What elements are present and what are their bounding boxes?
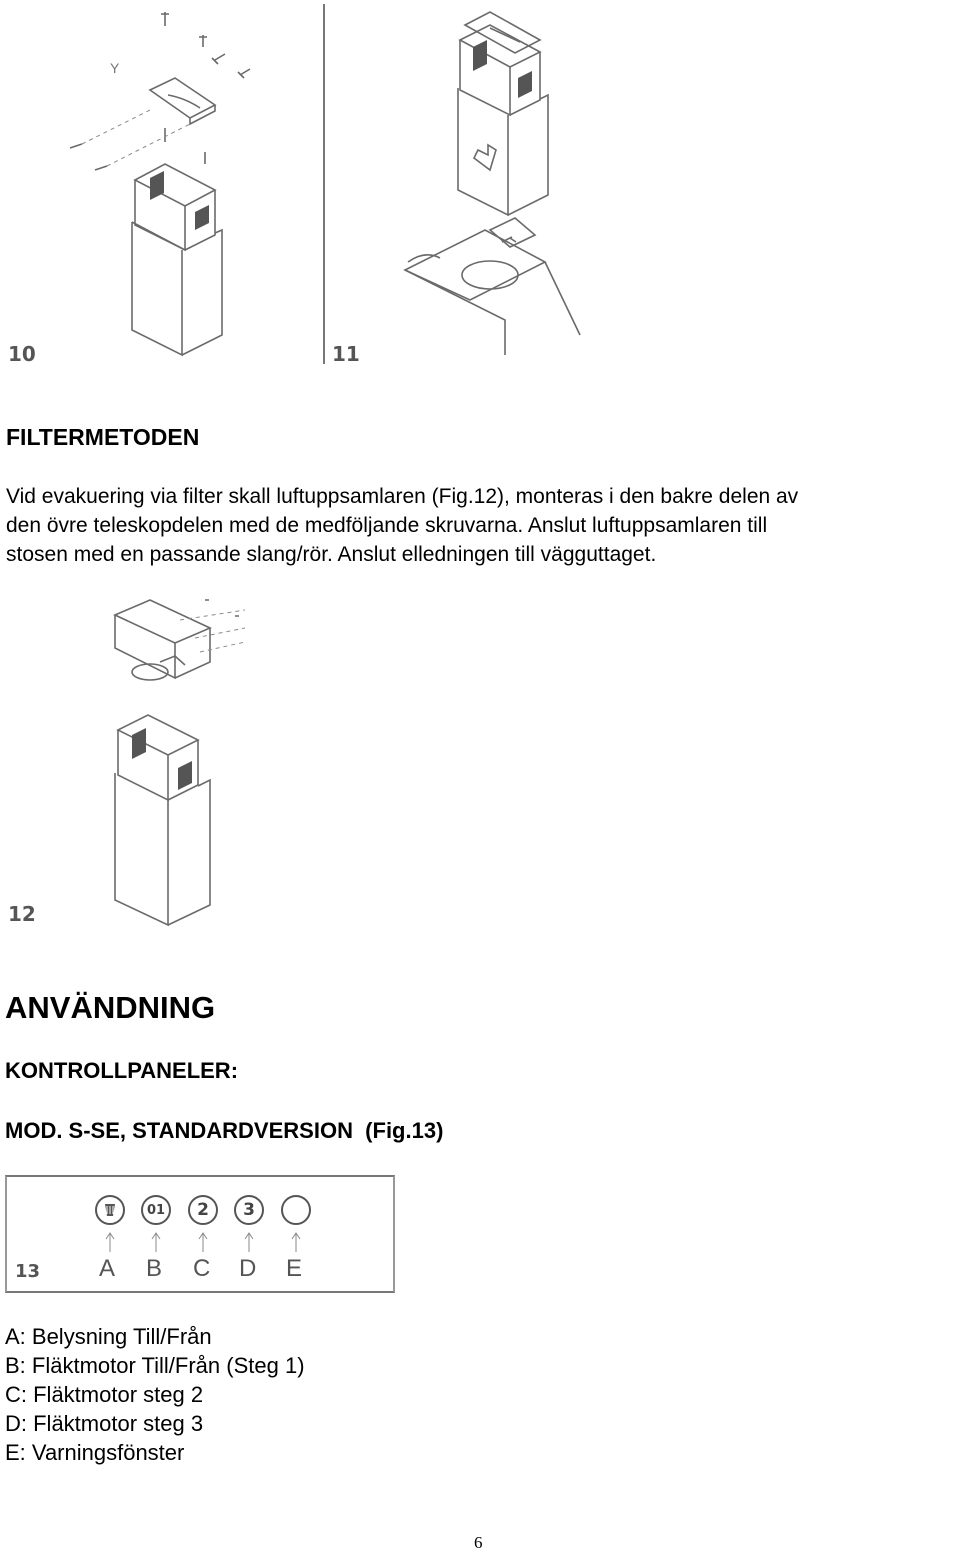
button-b-text: 01 bbox=[146, 1202, 166, 1218]
fig13-label: 13 bbox=[15, 1261, 41, 1282]
figure-10 bbox=[0, 0, 320, 370]
figure-divider bbox=[323, 4, 325, 364]
legend-item: E: Varningsfönster bbox=[5, 1440, 185, 1465]
panel-letter-b: B bbox=[146, 1255, 163, 1282]
fig12-label: 12 bbox=[8, 902, 36, 926]
figure-12-drawing bbox=[0, 590, 340, 930]
figure-12 bbox=[0, 590, 340, 930]
figure-11 bbox=[330, 0, 590, 370]
panel-letter-c: C bbox=[193, 1255, 211, 1282]
model-heading: MOD. S-SE, STANDARDVERSION (Fig.13) bbox=[5, 1118, 444, 1143]
legend-list bbox=[5, 1322, 305, 1467]
filter-paragraph bbox=[6, 482, 960, 569]
panel-letter-d: D bbox=[239, 1255, 257, 1282]
figure-13-control-panel bbox=[5, 1175, 395, 1293]
fig11-label: 11 bbox=[332, 342, 360, 366]
page-number: 6 bbox=[474, 1533, 483, 1552]
legend-item: A: Belysning Till/Från bbox=[5, 1324, 212, 1349]
legend-item: B: Fläktmotor Till/Från (Steg 1) bbox=[5, 1353, 305, 1378]
paragraph-line: stosen med en passande slang/rör. Anslut elledningen till vägguttaget. bbox=[6, 543, 657, 566]
legend-item: C: Fläktmotor steg 2 bbox=[5, 1382, 204, 1407]
fig10-axis-label: Y bbox=[110, 60, 120, 76]
control-panels-subheading: KONTROLLPANELER: bbox=[5, 1058, 239, 1083]
paragraph-line: den övre teleskopdelen med de medföljande skruvarna. Anslut luftuppsamlaren till bbox=[6, 514, 768, 537]
figure-11-drawing bbox=[330, 0, 590, 370]
panel-letter-a: A bbox=[99, 1255, 116, 1282]
fig10-label: 10 bbox=[8, 342, 36, 366]
button-c-text: 2 bbox=[197, 1200, 209, 1220]
legend-item: D: Fläktmotor steg 3 bbox=[5, 1411, 204, 1436]
paragraph-line: Vid evakuering via filter skall luftuppsamlaren (Fig.12), monteras i den bakre delen av bbox=[6, 485, 799, 508]
figure-10-drawing bbox=[0, 0, 320, 370]
filter-heading: FILTERMETODEN bbox=[6, 424, 200, 450]
usage-heading: ANVÄNDNING bbox=[5, 990, 216, 1025]
panel-letter-e: E bbox=[286, 1255, 303, 1282]
button-d-text: 3 bbox=[243, 1200, 255, 1220]
